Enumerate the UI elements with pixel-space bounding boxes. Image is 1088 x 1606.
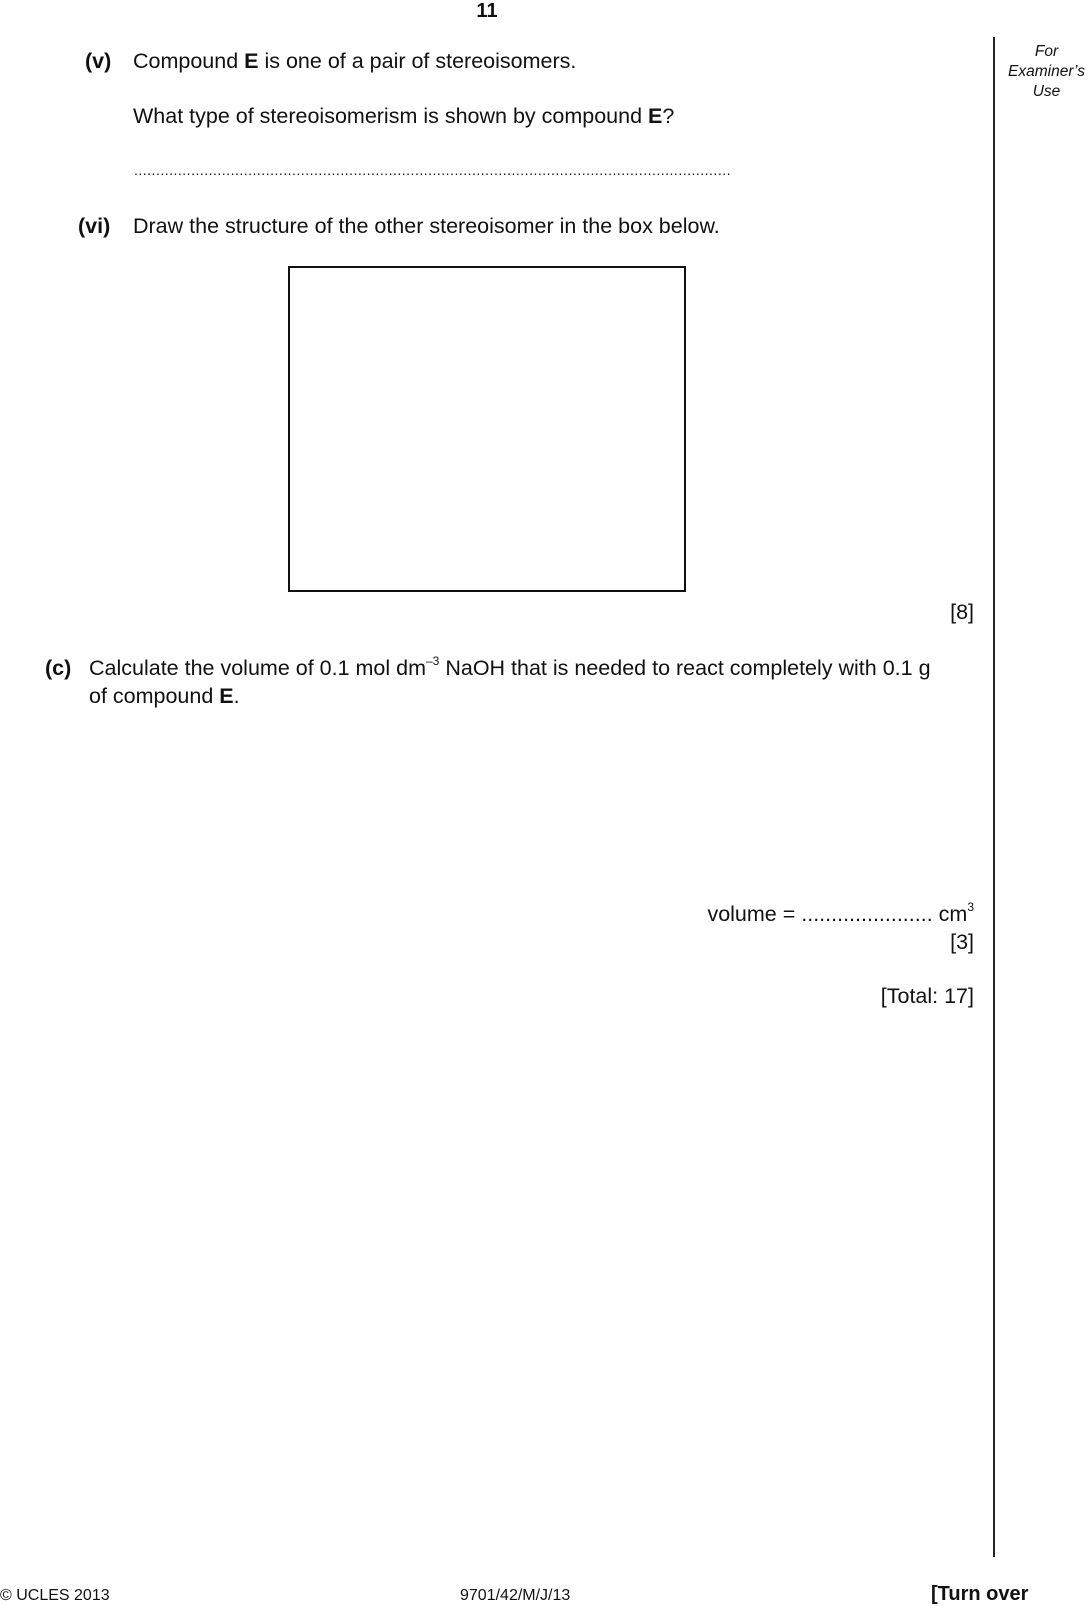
examiner-label-line1: For [1034,43,1059,60]
text: NaOH that is needed to react completely with 0.1 g [439,656,931,680]
footer-copyright: © UCLES 2013 [0,1587,110,1604]
examiner-label-line3: Use [1032,83,1061,100]
volume-answer-line[interactable] [707,900,974,926]
marks-8: [8] [950,600,974,624]
part-v-question [133,106,674,128]
compound-e: E [648,104,663,128]
examiner-margin-line [993,37,995,1557]
total-marks: [Total: 17] [880,984,974,1008]
text: is one of a pair of stereoisomers. [258,49,577,73]
compound-e: E [244,49,259,73]
examiner-label-line2: Examiner’s [1008,63,1085,80]
text: ? [662,104,675,128]
text: . [233,684,240,708]
compound-e: E [219,684,234,708]
superscript: –3 [426,654,440,668]
text: Compound [133,49,245,73]
footer-paper-code: 9701/42/M/J/13 [460,1587,571,1604]
turn-over: [Turn over [931,1583,1029,1605]
text: Calculate the volume of 0.1 mol dm [89,656,426,680]
part-c-question-line2 [89,686,240,708]
text: of compound [89,684,220,708]
part-vi-question: Draw the structure of the other stereoisomer in the box below. [133,214,720,238]
superscript: 3 [967,900,974,914]
answer-line-v[interactable]: ........................................................................................................................................ [134,162,731,178]
text: volume = ...................... cm [707,902,968,926]
part-v-label: (v) [85,49,112,73]
page-number: 11 [476,0,498,22]
part-v-statement [133,51,576,73]
marks-3: [3] [950,930,974,954]
drawing-answer-box[interactable] [288,266,686,592]
text: What type of stereoisomerism is shown by compound [133,104,649,128]
part-c-label: (c) [45,656,72,680]
part-vi-label: (vi) [78,214,111,238]
part-c-question-line1 [89,654,931,680]
examiner-use-label [1005,42,1088,102]
